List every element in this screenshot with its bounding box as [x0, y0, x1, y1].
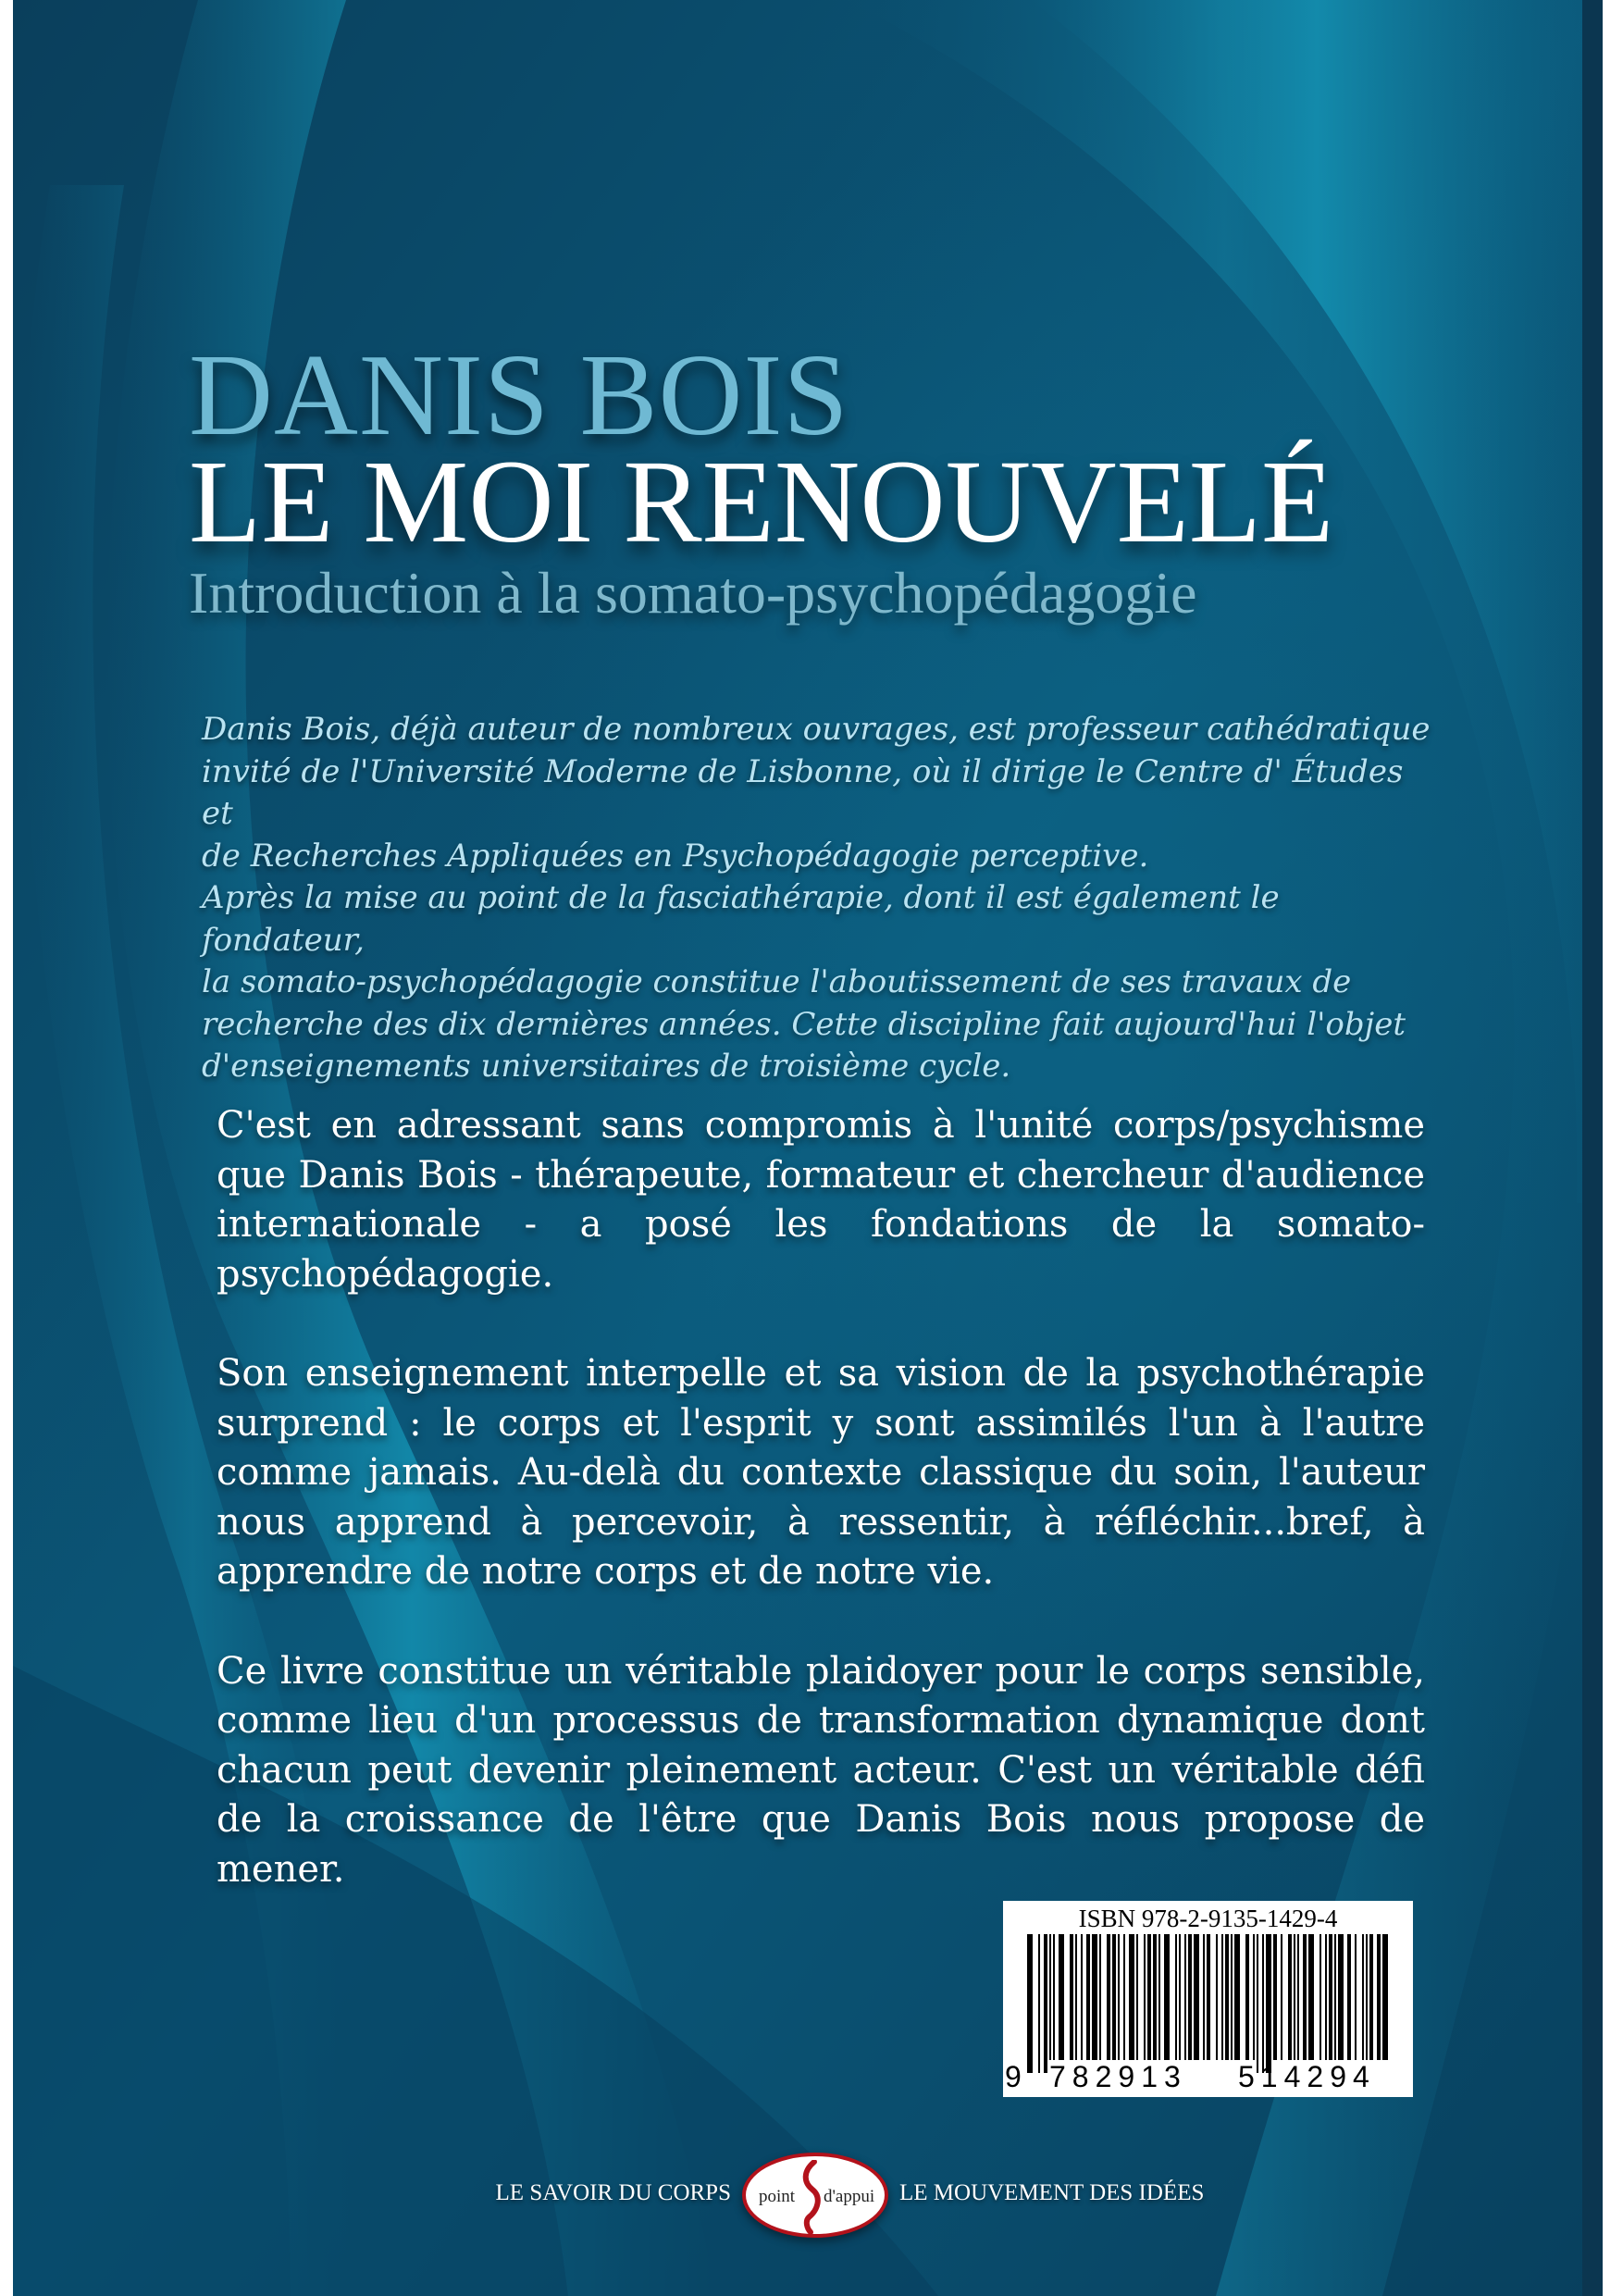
isbn-barcode [1003, 1901, 1413, 2097]
barcode-bar [1203, 1934, 1205, 2060]
barcode-bar [1044, 1934, 1047, 2073]
barcode-bar [1347, 1934, 1351, 2060]
barcode-bar [1153, 1934, 1157, 2060]
barcode-bar [1245, 1934, 1249, 2060]
barcode-bar [1175, 1934, 1177, 2060]
bio-line: de Recherches Appliquées en Psychopédagogie perceptive. [202, 837, 1149, 875]
barcode-bar [1329, 1934, 1332, 2060]
author-bio [202, 709, 1432, 1088]
book-title: LE MOI RENOUVELÉ [189, 436, 1334, 567]
blurb-paragraph: Ce livre constitue un véritable plaidoyer pour le corps sensible, comme lieu d'un processus de transformation dynamique dont chacun peut devenir pleinement acteur. C'est un véritable défi de la croissance de l'être que Danis Bois nous propose de mener. [217, 1649, 1425, 1891]
barcode-bar [1362, 1934, 1364, 2060]
barcode-bar [1355, 1934, 1357, 2060]
ean-first-digit: 9 [1005, 2060, 1022, 2093]
barcode-bar [1234, 1934, 1240, 2060]
ean-digits [1003, 2060, 1413, 2093]
ean-left-digits: 782913 [1049, 2060, 1187, 2093]
barcode-bar [1338, 1934, 1344, 2060]
barcode-bar [1216, 1934, 1218, 2060]
barcode-bar [1382, 1934, 1388, 2060]
barcode-bar [1281, 1934, 1282, 2060]
barcode-bar [1273, 1934, 1277, 2060]
bio-line: invité de l'Université Moderne de Lisbonne, où il dirige le Centre d' Études et [202, 752, 1404, 832]
blurb [217, 1101, 1425, 1944]
barcode-bar [1194, 1934, 1199, 2060]
footer-tagline-left: LE SAVOIR DU CORPS [495, 2180, 731, 2205]
isbn-label: ISBN 978-2-9135-1429-4 [1078, 1905, 1338, 1932]
bio-line: Danis Bois, déjà auteur de nombreux ouvrages, est professeur cathédratique [202, 711, 1431, 748]
cover-header [189, 331, 1429, 627]
logo-figure-icon [798, 2160, 825, 2234]
barcode-bar [1325, 1934, 1327, 2060]
ean-right-digits: 514294 [1238, 2060, 1376, 2093]
barcode-bar [1266, 1934, 1271, 2073]
barcode-bar [1253, 1934, 1255, 2060]
blurb-paragraph: Son enseignement interpelle et sa vision de la psychothérapie surprend : le corps et l'esprit y sont assimilés l'un à l'autre comme jamais. Au-delà du contexte classique du soin, l'auteur nous apprend à percevoir, à ressentir, à réfléchir...bref, à apprendre de notre corps et de notre vie. [217, 1352, 1425, 1593]
barcode-bar [1179, 1934, 1181, 2060]
bio-line: Après la mise au point de la fasciathérapie, dont il est également le fondateur, [202, 879, 1280, 959]
blurb-paragraph: C'est en adressant sans compromis à l'unité corps/psychisme que Danis Bois - thérapeute, formateur et chercheur d'audience internationale - a posé les fondations de la somato-psychopédagogie. [217, 1104, 1425, 1296]
barcode-bar [1334, 1934, 1336, 2060]
book-subtitle: Introduction à la somato-psychopédagogie [189, 560, 1197, 626]
barcode-bar [1123, 1934, 1125, 2060]
publisher-logo [742, 2153, 888, 2238]
barcode-bar [1112, 1934, 1116, 2060]
barcode-bar [1294, 1934, 1295, 2060]
author-name: DANIS BOIS [189, 331, 849, 460]
barcode-bar [1075, 1934, 1077, 2060]
barcode-bar [1158, 1934, 1160, 2060]
barcode-bar [1059, 1934, 1064, 2060]
barcode-bar [1257, 1934, 1258, 2073]
barcode-bar [1136, 1934, 1138, 2060]
barcode-bar [1297, 1934, 1299, 2060]
barcode-bar [1164, 1934, 1170, 2060]
logo-word-point: point [759, 2187, 796, 2206]
barcode-bar [1147, 1934, 1151, 2060]
barcode-bar [1188, 1934, 1192, 2060]
bio-line: d'enseignements universitaires de troisième cycle. [202, 1048, 1011, 1085]
barcode-bar [1377, 1934, 1381, 2060]
footer-tagline-right: LE MOUVEMENT DES IDÉES [899, 2180, 1205, 2205]
barcode-bar [1231, 1934, 1233, 2060]
barcode-bar [1070, 1934, 1073, 2060]
barcode-bar [1303, 1934, 1307, 2060]
barcode-bar [1038, 1934, 1040, 2073]
publisher-footer [0, 2149, 1623, 2241]
barcode-bar [1086, 1934, 1090, 2060]
barcode-bar [1221, 1934, 1223, 2060]
bio-line: recherche des dix dernières années. Cette discipline fait aujourd'hui l'objet [202, 1005, 1406, 1043]
barcode-bar [1081, 1934, 1083, 2060]
barcode-bar [1288, 1934, 1292, 2060]
barcode-bar [1049, 1934, 1051, 2060]
barcode-bar [1092, 1934, 1097, 2060]
barcode-bar [1184, 1934, 1186, 2060]
barcode-bar [1262, 1934, 1264, 2073]
spine-edge [1582, 0, 1603, 2296]
barcode-bar [1053, 1934, 1055, 2060]
barcode-bar [1027, 1934, 1033, 2073]
barcode-bar [1225, 1934, 1229, 2060]
barcode-bar [1118, 1934, 1120, 2060]
barcode-bar [1107, 1934, 1110, 2060]
bio-line: la somato-psychopédagogie constitue l'aboutissement de ses travaux de [202, 963, 1352, 1000]
barcode-bar [1207, 1934, 1210, 2060]
barcode-bar [1099, 1934, 1101, 2060]
barcode-bar [1129, 1934, 1134, 2060]
barcode-bar [1308, 1934, 1314, 2060]
barcode-bar [1144, 1934, 1146, 2060]
logo-word-dappui: d'appui [824, 2187, 875, 2206]
barcode-bar [1369, 1934, 1373, 2060]
barcode-bar [1366, 1934, 1368, 2060]
barcode-bar [1319, 1934, 1321, 2060]
